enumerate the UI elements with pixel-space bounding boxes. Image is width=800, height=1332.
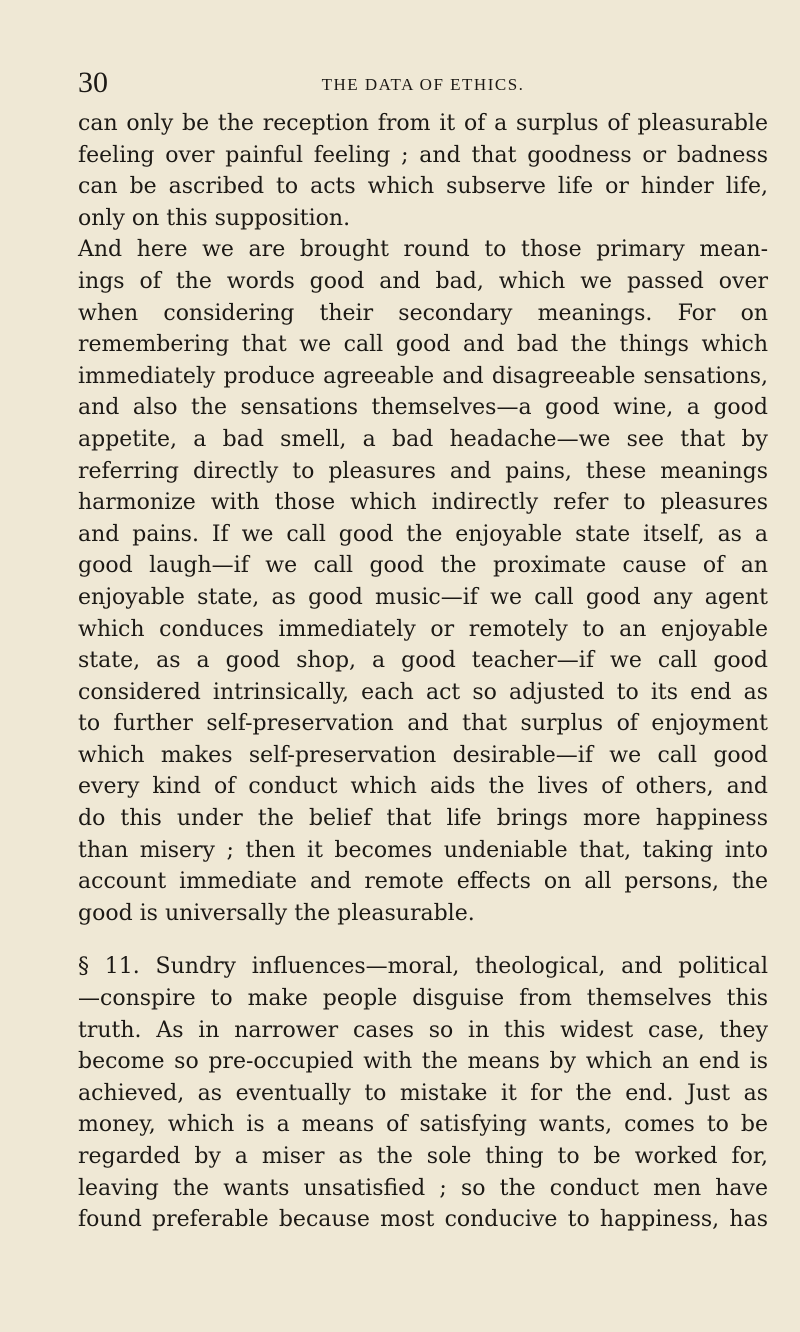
body-text	[78, 108, 768, 1236]
text-line: which makes self-preservation desirable—if we call good	[78, 742, 768, 768]
text-line: become so pre-occupied with the means by which an end is	[78, 1049, 768, 1075]
paragraph	[78, 234, 768, 929]
text-line: regarded by a miser as the sole thing to be worked for,	[78, 1144, 768, 1169]
text-line: can only be the reception from it of a surplus of pleasurable	[78, 111, 768, 136]
page-number: 30	[78, 66, 108, 99]
text-line: account immediate and remote effects on all persons, the	[78, 869, 768, 895]
paragraph	[78, 951, 768, 1235]
text-line: —conspire to make people disguise from themselves this	[78, 986, 768, 1012]
text-line: good laugh—if we call good the proximate cause of an	[78, 553, 768, 579]
text-line: harmonize with those which indirectly refer to pleasures	[78, 490, 768, 516]
text-line: when considering their secondary meanings. For on	[78, 300, 768, 326]
text-line: and pains. If we call good the enjoyable state itself, as a	[78, 521, 768, 547]
running-head: THE DATA OF ETHICS.	[321, 75, 525, 94]
text-line: money, which is a means of satisfying wants, comes to be	[78, 1112, 768, 1138]
text-line: to further self-preservation and that surplus of enjoyment	[78, 711, 768, 737]
text-line: enjoyable state, as good music—if we call good any agent	[78, 584, 768, 610]
text-line: immediately produce agreeable and disagreeable sensations,	[78, 363, 768, 389]
text-line: than misery ; then it becomes undeniable that, taking into	[78, 837, 768, 863]
text-line: achieved, as eventually to mistake it for the end. Just as	[78, 1080, 768, 1106]
text-line: appetite, a bad smell, a bad headache—we see that by	[78, 426, 768, 452]
text-line: truth. As in narrower cases so in this widest case, they	[78, 1017, 768, 1043]
text-line: which conduces immediately or remotely to an enjoyable	[78, 616, 768, 642]
text-line: do this under the belief that life brings more happiness	[78, 806, 768, 832]
text-line: good is universally the pleasurable.	[78, 900, 475, 926]
paragraph	[78, 108, 768, 234]
text-line: only on this supposition.	[78, 205, 351, 231]
text-line: remembering that we call good and bad the things which	[78, 332, 768, 358]
page-header	[78, 66, 768, 106]
text-line: considered intrinsically, each act so adjusted to its end as	[78, 679, 768, 705]
paragraph-gap	[78, 929, 768, 951]
text-line: found preferable because most conducive to happiness, has	[78, 1207, 768, 1233]
text-line: § 11. Sundry influences—moral, theological, and political	[78, 954, 768, 980]
text-line: referring directly to pleasures and pains, these meanings	[78, 458, 768, 484]
text-line: ings of the words good and bad, which we passed over	[78, 268, 768, 294]
text-line: every kind of conduct which aids the lives of others, and	[78, 774, 768, 800]
text-line: state, as a good shop, a good teacher—if we call good	[78, 648, 768, 674]
text-line: And here we are brought round to those primary mean-	[78, 237, 768, 263]
text-line: and also the sensations themselves—a good wine, a good	[78, 395, 768, 421]
text-line: leaving the wants unsatisfied ; so the conduct men have	[78, 1175, 768, 1201]
text-line: feeling over painful feeling ; and that goodness or badness	[78, 142, 768, 168]
text-line: can be ascribed to acts which subserve life or hinder life,	[78, 174, 768, 200]
